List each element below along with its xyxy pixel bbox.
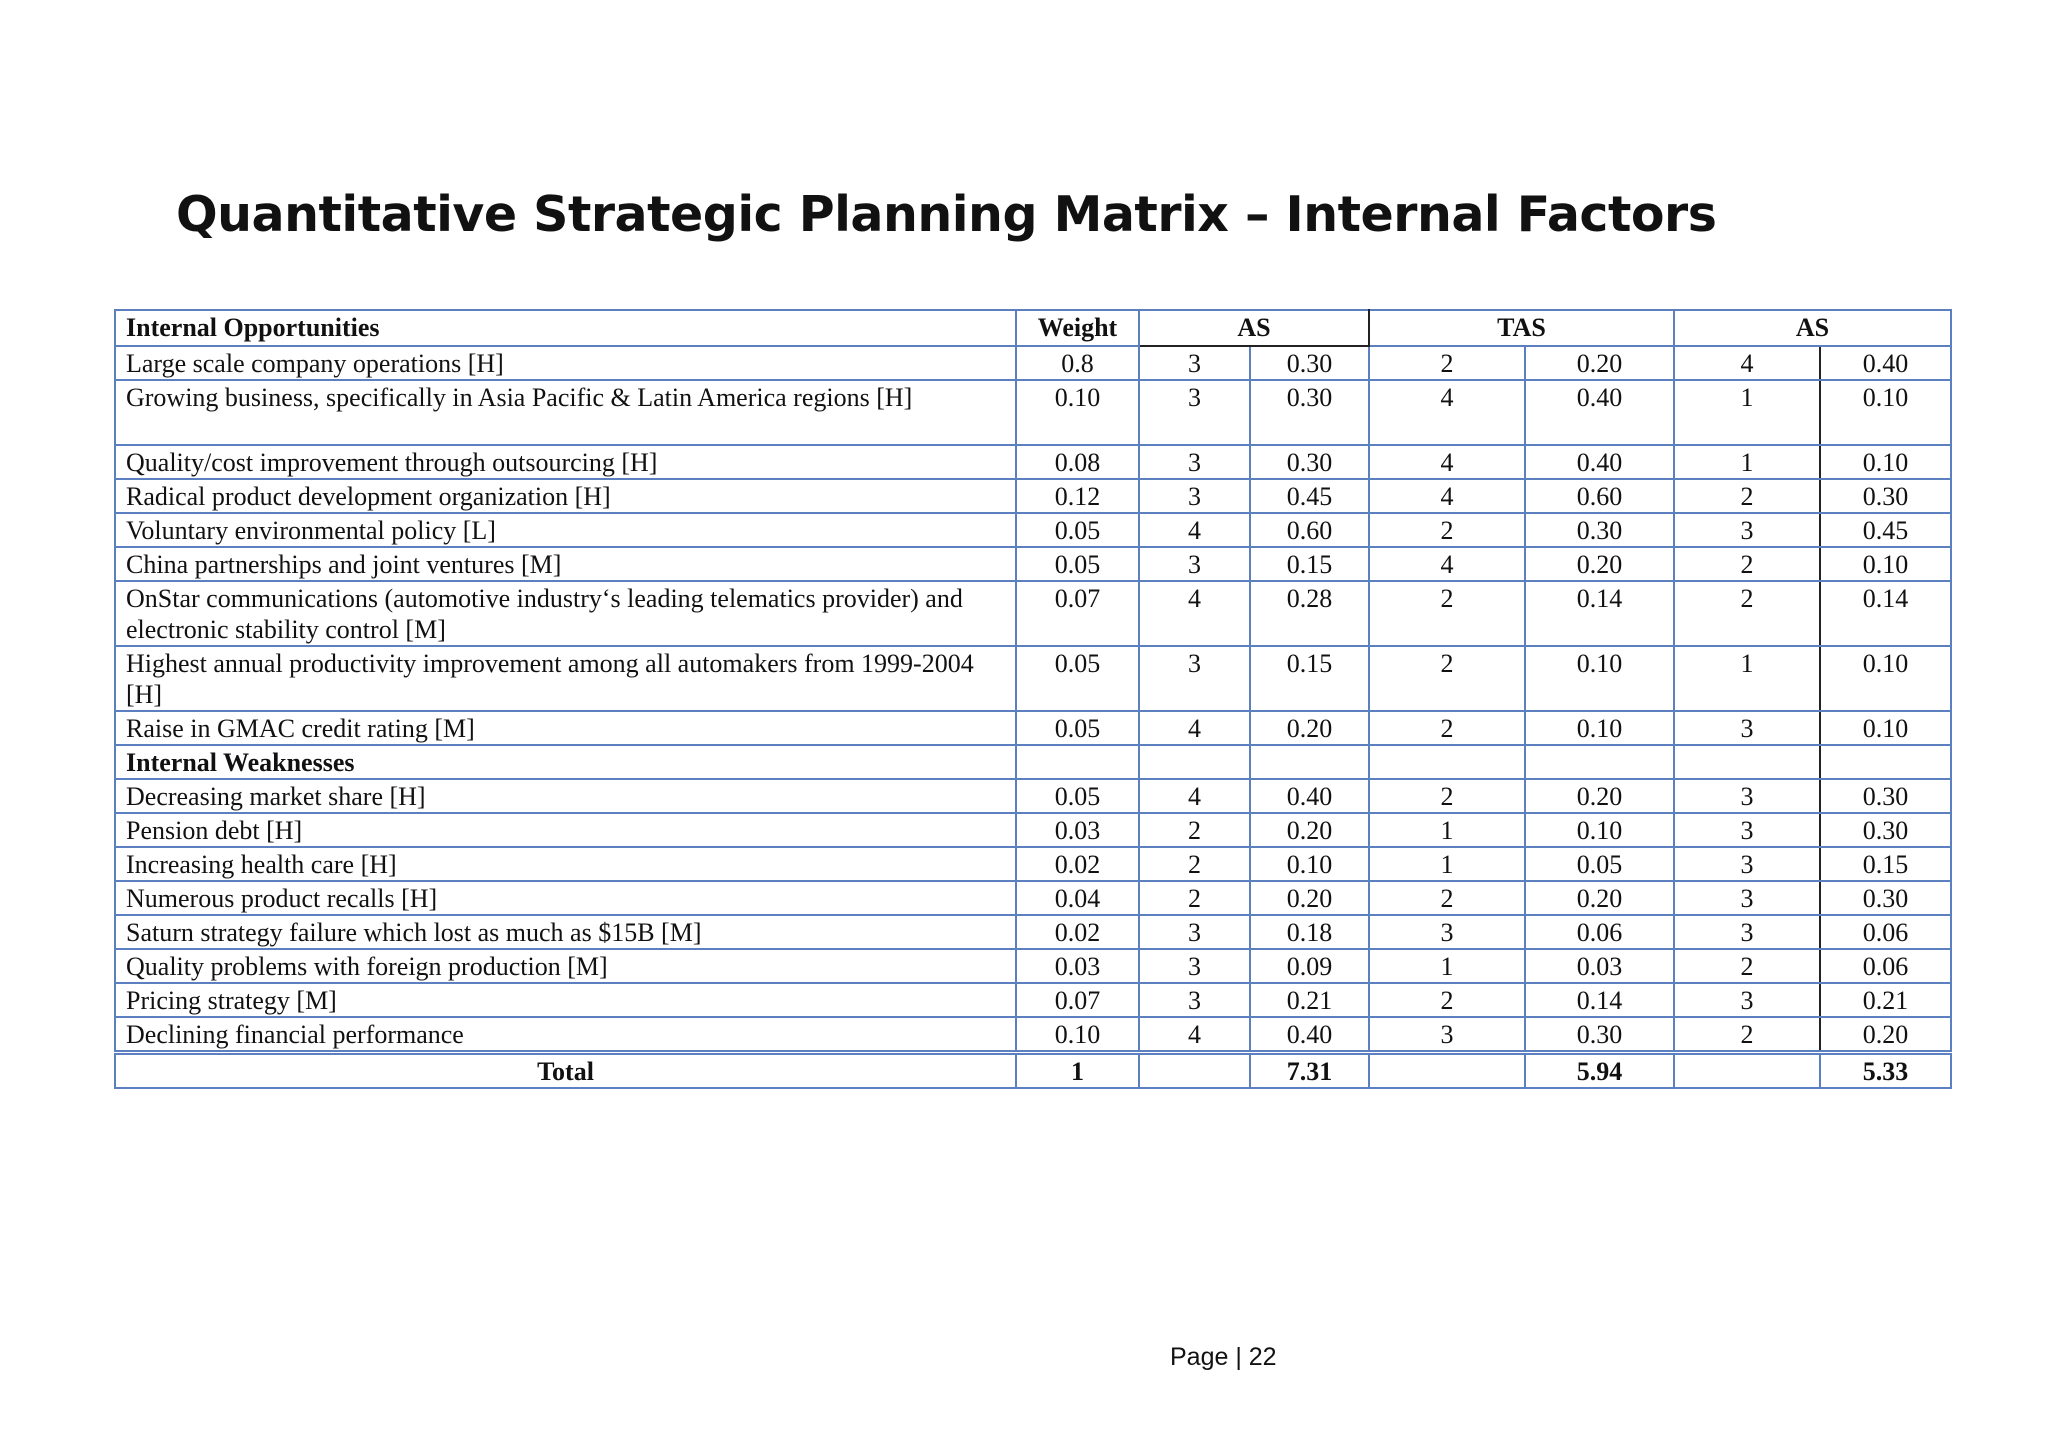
tas1-cell: 0.18 [1250,915,1369,949]
tas3-cell: 0.45 [1820,513,1951,547]
tas3-cell: 0.20 [1820,1017,1951,1053]
factor-cell: Pension debt [H] [115,813,1016,847]
tas3-cell: 0.30 [1820,813,1951,847]
table-row [115,513,1951,547]
weight-cell: 0.07 [1016,983,1139,1017]
table-row [115,445,1951,479]
as1-cell: 4 [1139,581,1250,646]
factor-cell: Saturn strategy failure which lost as much as $15B [M] [115,915,1016,949]
empty-cell [1820,745,1951,779]
as1-cell: 3 [1139,983,1250,1017]
factor-cell: Growing business, specifically in Asia Pacific & Latin America regions [H] [115,380,1016,445]
table-row [115,711,1951,745]
empty-cell [1525,745,1674,779]
as3-cell: 1 [1674,445,1820,479]
as2-cell: 4 [1369,547,1525,581]
table-row [115,847,1951,881]
as3-cell: 3 [1674,983,1820,1017]
as2-cell: 1 [1369,847,1525,881]
as1-cell: 4 [1139,779,1250,813]
weight-cell: 0.05 [1016,779,1139,813]
tas1-cell: 0.20 [1250,813,1369,847]
weight-cell: 0.05 [1016,711,1139,745]
weight-cell: 0.07 [1016,581,1139,646]
empty-cell [1674,745,1820,779]
qspm-table [114,309,1952,1089]
as3-cell: 3 [1674,847,1820,881]
tas1-cell: 0.20 [1250,881,1369,915]
tas3-cell: 0.06 [1820,949,1951,983]
tas1-cell: 0.09 [1250,949,1369,983]
tas3-cell: 0.10 [1820,646,1951,711]
tas1-cell: 0.40 [1250,1017,1369,1053]
factor-cell: China partnerships and joint ventures [M] [115,547,1016,581]
as1-cell: 2 [1139,847,1250,881]
tas1-cell: 0.28 [1250,581,1369,646]
weight-cell: 0.05 [1016,547,1139,581]
tas3-cell: 0.06 [1820,915,1951,949]
as3-cell: 3 [1674,813,1820,847]
tas3-cell: 0.10 [1820,547,1951,581]
as2-cell: 2 [1369,646,1525,711]
as2-cell: 3 [1369,915,1525,949]
factor-cell: OnStar communications (automotive industry‘s leading telematics provider) and electronic stability control [M] [115,581,1016,646]
as1-cell: 4 [1139,1017,1250,1053]
as1-cell: 3 [1139,646,1250,711]
weight-cell: 0.05 [1016,513,1139,547]
page-title: Quantitative Strategic Planning Matrix – Internal Factors [176,186,1717,243]
as3-cell: 3 [1674,513,1820,547]
header-factor-label: Internal Opportunities [115,310,1016,346]
header-group-1: AS [1139,310,1369,346]
factor-cell: Numerous product recalls [H] [115,881,1016,915]
total-as1 [1139,1053,1250,1089]
factor-cell: Voluntary environmental policy [L] [115,513,1016,547]
factor-cell: Declining financial performance [115,1017,1016,1053]
as1-cell: 3 [1139,479,1250,513]
tas1-cell: 0.30 [1250,445,1369,479]
as2-cell: 2 [1369,711,1525,745]
total-tas3: 5.33 [1820,1053,1951,1089]
as3-cell: 4 [1674,346,1820,380]
as2-cell: 2 [1369,881,1525,915]
table-row [115,380,1951,445]
total-as2 [1369,1053,1525,1089]
as1-cell: 3 [1139,346,1250,380]
table-row [115,479,1951,513]
weight-cell: 0.03 [1016,949,1139,983]
header-weight: Weight [1016,310,1139,346]
table-row [115,813,1951,847]
as2-cell: 1 [1369,949,1525,983]
as2-cell: 2 [1369,513,1525,547]
as1-cell: 3 [1139,915,1250,949]
weight-cell: 0.05 [1016,646,1139,711]
as3-cell: 2 [1674,581,1820,646]
tas1-cell: 0.60 [1250,513,1369,547]
as2-cell: 2 [1369,983,1525,1017]
weight-cell: 0.8 [1016,346,1139,380]
factor-cell: Raise in GMAC credit rating [M] [115,711,1016,745]
tas2-cell: 0.20 [1525,881,1674,915]
as1-cell: 3 [1139,547,1250,581]
tas2-cell: 0.10 [1525,711,1674,745]
tas2-cell: 0.14 [1525,581,1674,646]
section-row-weaknesses [115,745,1951,779]
table-row [115,949,1951,983]
header-group-2: TAS [1369,310,1674,346]
header-group-3: AS [1674,310,1951,346]
tas3-cell: 0.10 [1820,711,1951,745]
factor-cell: Decreasing market share [H] [115,779,1016,813]
as3-cell: 2 [1674,479,1820,513]
table-row [115,1017,1951,1053]
as1-cell: 3 [1139,380,1250,445]
weight-cell: 0.10 [1016,380,1139,445]
tas2-cell: 0.10 [1525,646,1674,711]
tas2-cell: 0.60 [1525,479,1674,513]
empty-cell [1369,745,1525,779]
tas2-cell: 0.10 [1525,813,1674,847]
as1-cell: 2 [1139,813,1250,847]
tas2-cell: 0.20 [1525,779,1674,813]
total-weight: 1 [1016,1053,1139,1089]
tas1-cell: 0.30 [1250,380,1369,445]
as2-cell: 2 [1369,581,1525,646]
weight-cell: 0.12 [1016,479,1139,513]
factor-cell: Radical product development organization [H] [115,479,1016,513]
table-header-row [115,310,1951,346]
factor-cell: Increasing health care [H] [115,847,1016,881]
factor-cell: Highest annual productivity improvement among all automakers from 1999-2004 [H] [115,646,1016,711]
tas3-cell: 0.30 [1820,779,1951,813]
as3-cell: 2 [1674,1017,1820,1053]
as2-cell: 4 [1369,445,1525,479]
total-tas1: 7.31 [1250,1053,1369,1089]
tas3-cell: 0.14 [1820,581,1951,646]
total-tas2: 5.94 [1525,1053,1674,1089]
weight-cell: 0.10 [1016,1017,1139,1053]
tas2-cell: 0.03 [1525,949,1674,983]
tas2-cell: 0.40 [1525,445,1674,479]
as3-cell: 3 [1674,711,1820,745]
tas1-cell: 0.40 [1250,779,1369,813]
tas2-cell: 0.05 [1525,847,1674,881]
weight-cell: 0.02 [1016,847,1139,881]
as3-cell: 3 [1674,779,1820,813]
as1-cell: 4 [1139,513,1250,547]
table-row [115,547,1951,581]
tas1-cell: 0.10 [1250,847,1369,881]
tas3-cell: 0.15 [1820,847,1951,881]
tas3-cell: 0.40 [1820,346,1951,380]
as1-cell: 4 [1139,711,1250,745]
as1-cell: 3 [1139,445,1250,479]
tas1-cell: 0.45 [1250,479,1369,513]
tas3-cell: 0.30 [1820,479,1951,513]
empty-cell [1250,745,1369,779]
weight-cell: 0.08 [1016,445,1139,479]
as2-cell: 2 [1369,779,1525,813]
tas1-cell: 0.30 [1250,346,1369,380]
as3-cell: 1 [1674,380,1820,445]
as1-cell: 3 [1139,949,1250,983]
tas3-cell: 0.30 [1820,881,1951,915]
tas3-cell: 0.21 [1820,983,1951,1017]
as3-cell: 3 [1674,915,1820,949]
table-row [115,915,1951,949]
as2-cell: 3 [1369,1017,1525,1053]
total-as3 [1674,1053,1820,1089]
weight-cell: 0.02 [1016,915,1139,949]
tas2-cell: 0.20 [1525,547,1674,581]
factor-cell: Pricing strategy [M] [115,983,1016,1017]
table-row [115,779,1951,813]
table-body [115,310,1951,1088]
as2-cell: 2 [1369,346,1525,380]
as3-cell: 1 [1674,646,1820,711]
tas2-cell: 0.30 [1525,1017,1674,1053]
tas1-cell: 0.15 [1250,547,1369,581]
tas1-cell: 0.21 [1250,983,1369,1017]
tas2-cell: 0.30 [1525,513,1674,547]
table-row [115,881,1951,915]
as3-cell: 2 [1674,547,1820,581]
factor-cell: Quality problems with foreign production [M] [115,949,1016,983]
tas1-cell: 0.20 [1250,711,1369,745]
table-row [115,581,1951,646]
tas2-cell: 0.14 [1525,983,1674,1017]
weight-cell: 0.04 [1016,881,1139,915]
factor-cell: Quality/cost improvement through outsourcing [H] [115,445,1016,479]
empty-cell [1016,745,1139,779]
tas3-cell: 0.10 [1820,445,1951,479]
table-row [115,983,1951,1017]
tas2-cell: 0.20 [1525,346,1674,380]
as3-cell: 2 [1674,949,1820,983]
tas3-cell: 0.10 [1820,380,1951,445]
table-row [115,646,1951,711]
tas2-cell: 0.40 [1525,380,1674,445]
factor-cell: Large scale company operations [H] [115,346,1016,380]
as2-cell: 4 [1369,479,1525,513]
page-number: Page | 22 [1170,1343,1277,1371]
tas1-cell: 0.15 [1250,646,1369,711]
as3-cell: 3 [1674,881,1820,915]
tas2-cell: 0.06 [1525,915,1674,949]
total-row [115,1053,1951,1089]
table-row [115,346,1951,380]
as2-cell: 4 [1369,380,1525,445]
as1-cell: 2 [1139,881,1250,915]
total-label: Total [115,1053,1016,1089]
empty-cell [1139,745,1250,779]
weight-cell: 0.03 [1016,813,1139,847]
as2-cell: 1 [1369,813,1525,847]
section-label: Internal Weaknesses [115,745,1016,779]
